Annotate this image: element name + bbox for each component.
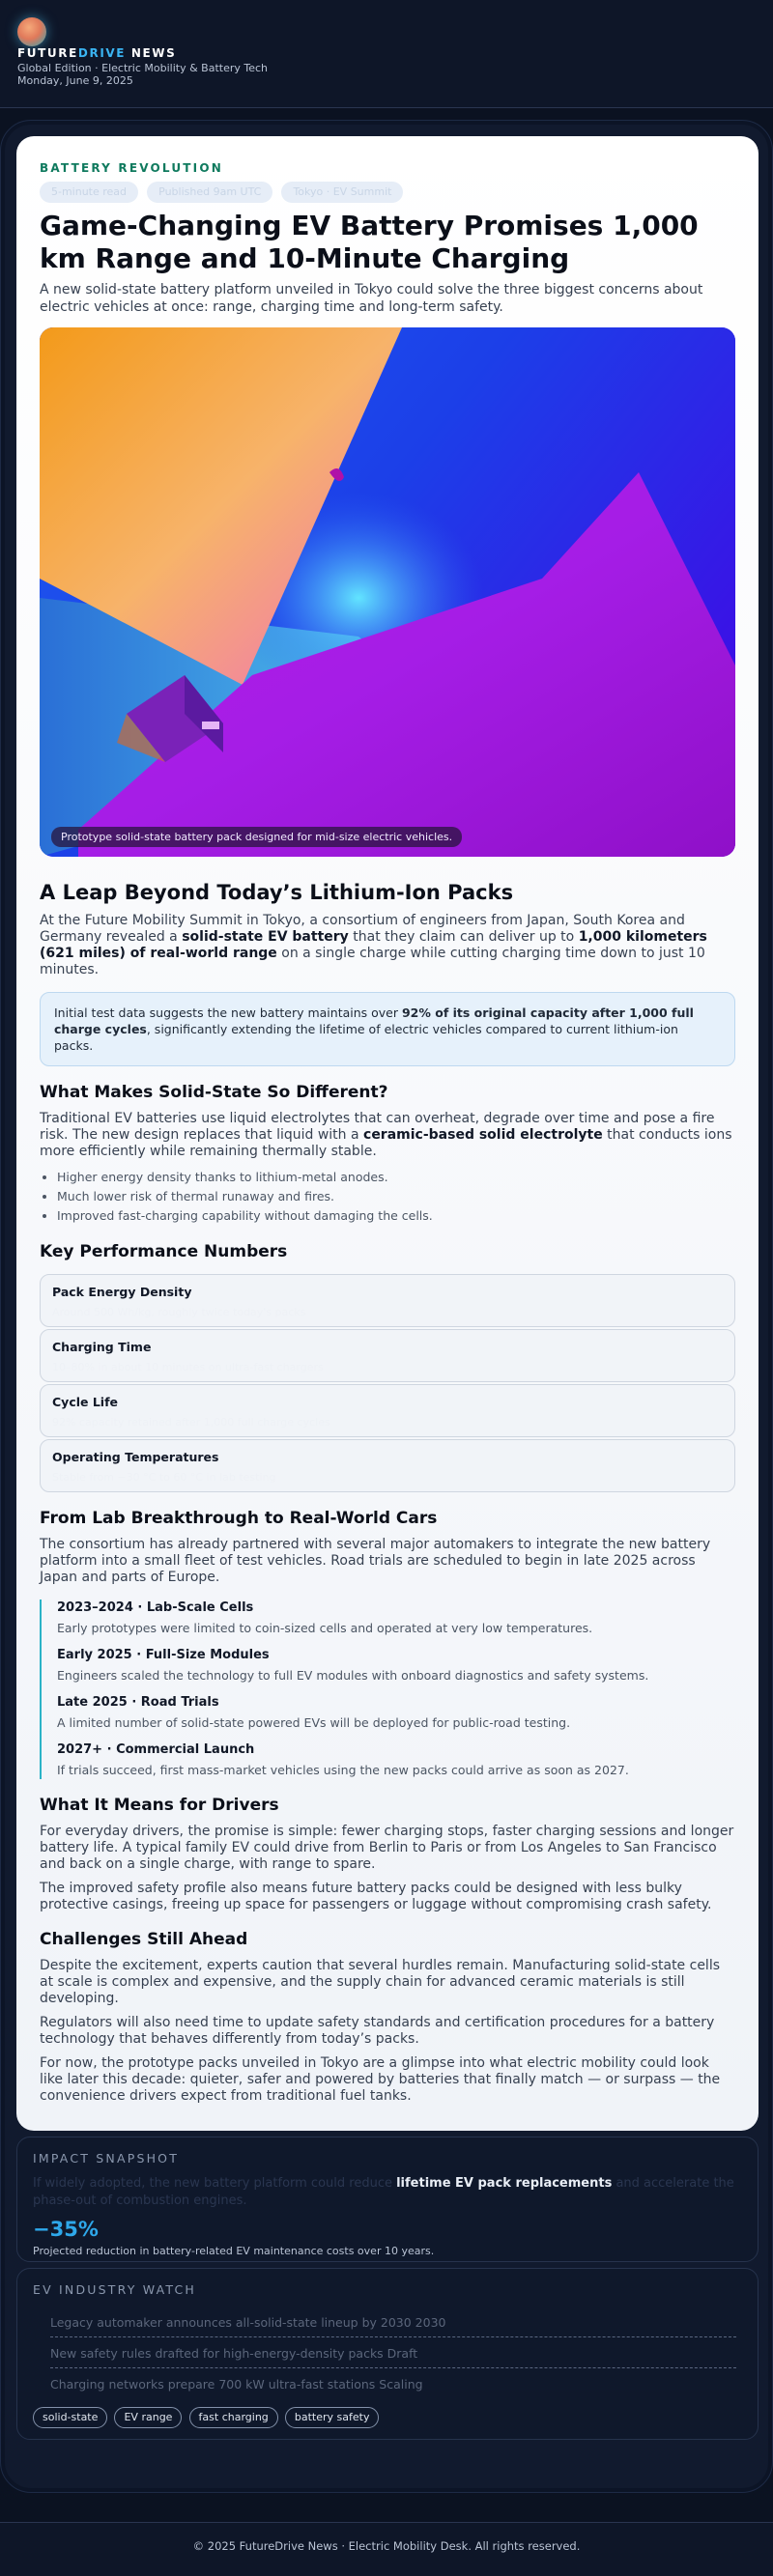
tag-chip[interactable]: fast charging bbox=[189, 2407, 278, 2428]
tag-list bbox=[33, 2406, 742, 2428]
site-header bbox=[0, 0, 773, 108]
stat-label: Cycle Life bbox=[52, 1395, 119, 1409]
site-footer bbox=[0, 2522, 773, 2576]
highlight-callout bbox=[40, 992, 735, 1066]
text-span: that conducts ions more efficiently while remaining thermally stable. bbox=[40, 1127, 732, 1159]
paragraph bbox=[40, 913, 735, 978]
stat-value: Around 500 Wh/kg, roughly twice today's packs bbox=[52, 1306, 306, 1318]
tag-chip[interactable]: solid-state bbox=[33, 2407, 107, 2428]
brand-part-3: NEWS bbox=[130, 46, 177, 60]
text-span: At the Future Mobility Summit in Tokyo, a consortium of engineers from Japan, South Korea and Germany revealed a bbox=[40, 913, 685, 945]
paragraph: Regulators will also need time to update safety standards and certification procedures for a battery technology that behaves differently from today’s packs. bbox=[40, 2015, 715, 2047]
stat-card[interactable] bbox=[40, 1384, 735, 1437]
stat-card[interactable] bbox=[40, 1329, 735, 1382]
section-heading: From Lab Breakthrough to Real-World Cars bbox=[40, 1509, 438, 1528]
impact-text bbox=[33, 2175, 742, 2210]
section-heading: A Leap Beyond Today’s Lithium-Ion Packs bbox=[40, 881, 514, 904]
paragraph: The improved safety profile also means future battery packs could be designed with less bulky protective casings, freeing up space for passengers or luggage without compromising crash safety. bbox=[40, 1881, 712, 1912]
date-label: Monday, June 9, 2025 bbox=[17, 74, 133, 87]
article-title: Game-Changing EV Battery Promises 1,000 km Range and 10-Minute Charging bbox=[40, 210, 699, 274]
bold-phrase: solid-state EV battery bbox=[182, 929, 349, 945]
impact-note: Projected reduction in battery-related EV maintenance costs over 10 years. bbox=[33, 2245, 435, 2257]
content-frame bbox=[0, 120, 773, 2493]
hero-caption: Prototype solid-state battery pack designed for mid-size electric vehicles. bbox=[51, 827, 462, 847]
stat-label: Pack Energy Density bbox=[52, 1285, 192, 1299]
meta-pill: Published 9am UTC bbox=[147, 182, 272, 203]
brand-part-1: FUTURE bbox=[17, 46, 78, 60]
impact-number: −35% bbox=[33, 2218, 99, 2241]
stat-value: 92% capacity retained after 1,000 full charge cycles bbox=[52, 1416, 330, 1429]
stats-list bbox=[40, 1274, 735, 1492]
stat-card[interactable] bbox=[40, 1439, 735, 1492]
section-heading: Challenges Still Ahead bbox=[40, 1930, 248, 1949]
panel-title: IMPACT SNAPSHOT bbox=[33, 2151, 180, 2166]
text-span: Initial test data suggests the new battery maintains over bbox=[54, 1005, 402, 1020]
text-span: on a single charge while cutting charging time down to just 10 minutes. bbox=[40, 946, 705, 977]
timeline-desc: Early prototypes were limited to coin-sized cells and operated at very low temperatures. bbox=[57, 1621, 593, 1635]
stat-card[interactable] bbox=[40, 1274, 735, 1327]
timeline-item bbox=[57, 1741, 735, 1779]
timeline-title: Late 2025 · Road Trials bbox=[57, 1695, 219, 1710]
watch-list bbox=[33, 2307, 742, 2398]
paragraph: The consortium has already partnered with several major automakers to integrate the new battery platform into a small fleet of test vehicles. Road trials are scheduled to begin in late 2025 across Japan and parts of Europe. bbox=[40, 1537, 711, 1585]
timeline bbox=[40, 1599, 735, 1779]
watch-item[interactable]: Charging networks prepare 700 kW ultra-fast stations Scaling bbox=[50, 2377, 423, 2392]
text-span: If widely adopted, the new battery platform could reduce bbox=[33, 2176, 397, 2191]
hero-image bbox=[40, 327, 735, 857]
bold-phrase: 92% of its original capacity after 1,000 full charge cycles bbox=[54, 1005, 694, 1036]
bold-phrase: ceramic-based solid electrolyte bbox=[363, 1127, 603, 1143]
paragraph: Despite the excitement, experts caution that several hurdles remain. Manufacturing solid-state cells at scale is complex and expensive, and the supply chain for advanced ceramic materials is still developing. bbox=[40, 1958, 721, 2006]
paragraph: For now, the prototype packs unveiled in Tokyo are a glimpse into what electric mobility could look like later this decade: quieter, safer and powered by batteries that finally match — or surpass — the convenience drivers expect from traditional fuel tanks. bbox=[40, 2055, 721, 2104]
paragraph bbox=[40, 1111, 735, 1160]
logo-icon[interactable] bbox=[17, 17, 46, 46]
kicker: BATTERY REVOLUTION bbox=[40, 161, 223, 175]
text-span: that they claim can deliver up to bbox=[348, 929, 579, 945]
meta-pill: 5-minute read bbox=[40, 182, 138, 203]
timeline-desc: A limited number of solid-state powered EVs will be deployed for public-road testing. bbox=[57, 1715, 571, 1730]
edition-label: Global Edition · Electric Mobility & Battery Tech bbox=[17, 62, 269, 74]
watch-item[interactable]: New safety rules drafted for high-energy-density packs Draft bbox=[50, 2337, 736, 2368]
list-item: • Higher energy density thanks to lithium-metal anodes. bbox=[57, 1168, 735, 1187]
timeline-item bbox=[57, 1647, 735, 1684]
brand-part-2: DRIVE bbox=[77, 46, 127, 60]
meta-pill: Tokyo · EV Summit bbox=[281, 182, 403, 203]
brand-name[interactable] bbox=[17, 46, 176, 60]
meta-pills bbox=[40, 181, 735, 202]
stat-label: Charging Time bbox=[52, 1340, 152, 1354]
tag-chip[interactable]: battery safety bbox=[285, 2407, 380, 2428]
stat-label: Operating Temperatures bbox=[52, 1450, 219, 1464]
article-dek: A new solid-state battery platform unveiled in Tokyo could solve the three biggest concerns about electric vehicles at once: range, charging time and long-term safety. bbox=[40, 282, 703, 315]
feature-list bbox=[40, 1168, 735, 1226]
text-span: , significantly extending the lifetime of electric vehicles compared to current lithium-ion packs. bbox=[54, 1022, 678, 1053]
tag-chip[interactable]: EV range bbox=[114, 2407, 182, 2428]
bold-phrase: 1,000 kilometers (621 miles) of real-world range bbox=[40, 929, 707, 961]
list-item: • Much lower risk of thermal runaway and fires. bbox=[57, 1187, 735, 1206]
timeline-title: 2027+ · Commercial Launch bbox=[57, 1742, 255, 1757]
timeline-title: Early 2025 · Full-Size Modules bbox=[57, 1648, 270, 1662]
section-heading: What It Means for Drivers bbox=[40, 1796, 279, 1815]
timeline-title: 2023–2024 · Lab-Scale Cells bbox=[57, 1600, 254, 1615]
footer-text: © 2025 FutureDrive News · Electric Mobility Desk. All rights reserved. bbox=[192, 2539, 581, 2553]
timeline-item bbox=[57, 1694, 735, 1732]
text-span: Traditional EV batteries use liquid electrolytes that can overheat, degrade over time and pose a fire risk. The new design replaces that liquid with a bbox=[40, 1111, 715, 1143]
text-span: and accelerate the phase-out of combustion engines. bbox=[33, 2176, 734, 2208]
list-item: • Improved fast-charging capability without damaging the cells. bbox=[57, 1206, 735, 1226]
timeline-item bbox=[57, 1599, 735, 1637]
stat-value: Stable from −30 °C to 60 °C in lab testing bbox=[52, 1471, 276, 1484]
watch-item[interactable]: Legacy automaker announces all-solid-state lineup by 2030 2030 bbox=[50, 2307, 736, 2337]
timeline-desc: If trials succeed, first mass-market vehicles using the new packs could arrive as soon as 2027. bbox=[57, 1763, 629, 1777]
paragraph: For everyday drivers, the promise is simple: fewer charging stops, faster charging sessions and longer battery life. A typical family EV could drive from Berlin to Paris or from Los Angeles to San Francisco and back on a single charge, with range to spare. bbox=[40, 1824, 734, 1872]
impact-snapshot bbox=[16, 2137, 759, 2262]
panel-title: EV INDUSTRY WATCH bbox=[33, 2282, 196, 2297]
section-heading: What Makes Solid-State So Different? bbox=[40, 1083, 388, 1102]
article bbox=[16, 136, 759, 2131]
section-heading: Key Performance Numbers bbox=[40, 1242, 288, 1261]
hero-illustration bbox=[40, 327, 735, 857]
timeline-desc: Engineers scaled the technology to full EV modules with onboard diagnostics and safety systems. bbox=[57, 1668, 649, 1683]
stat-value: 10–80% in about 10 minutes on ultra-fast chargers bbox=[52, 1361, 324, 1373]
bold-phrase: lifetime EV pack replacements bbox=[396, 2176, 613, 2191]
industry-watch bbox=[16, 2268, 759, 2440]
